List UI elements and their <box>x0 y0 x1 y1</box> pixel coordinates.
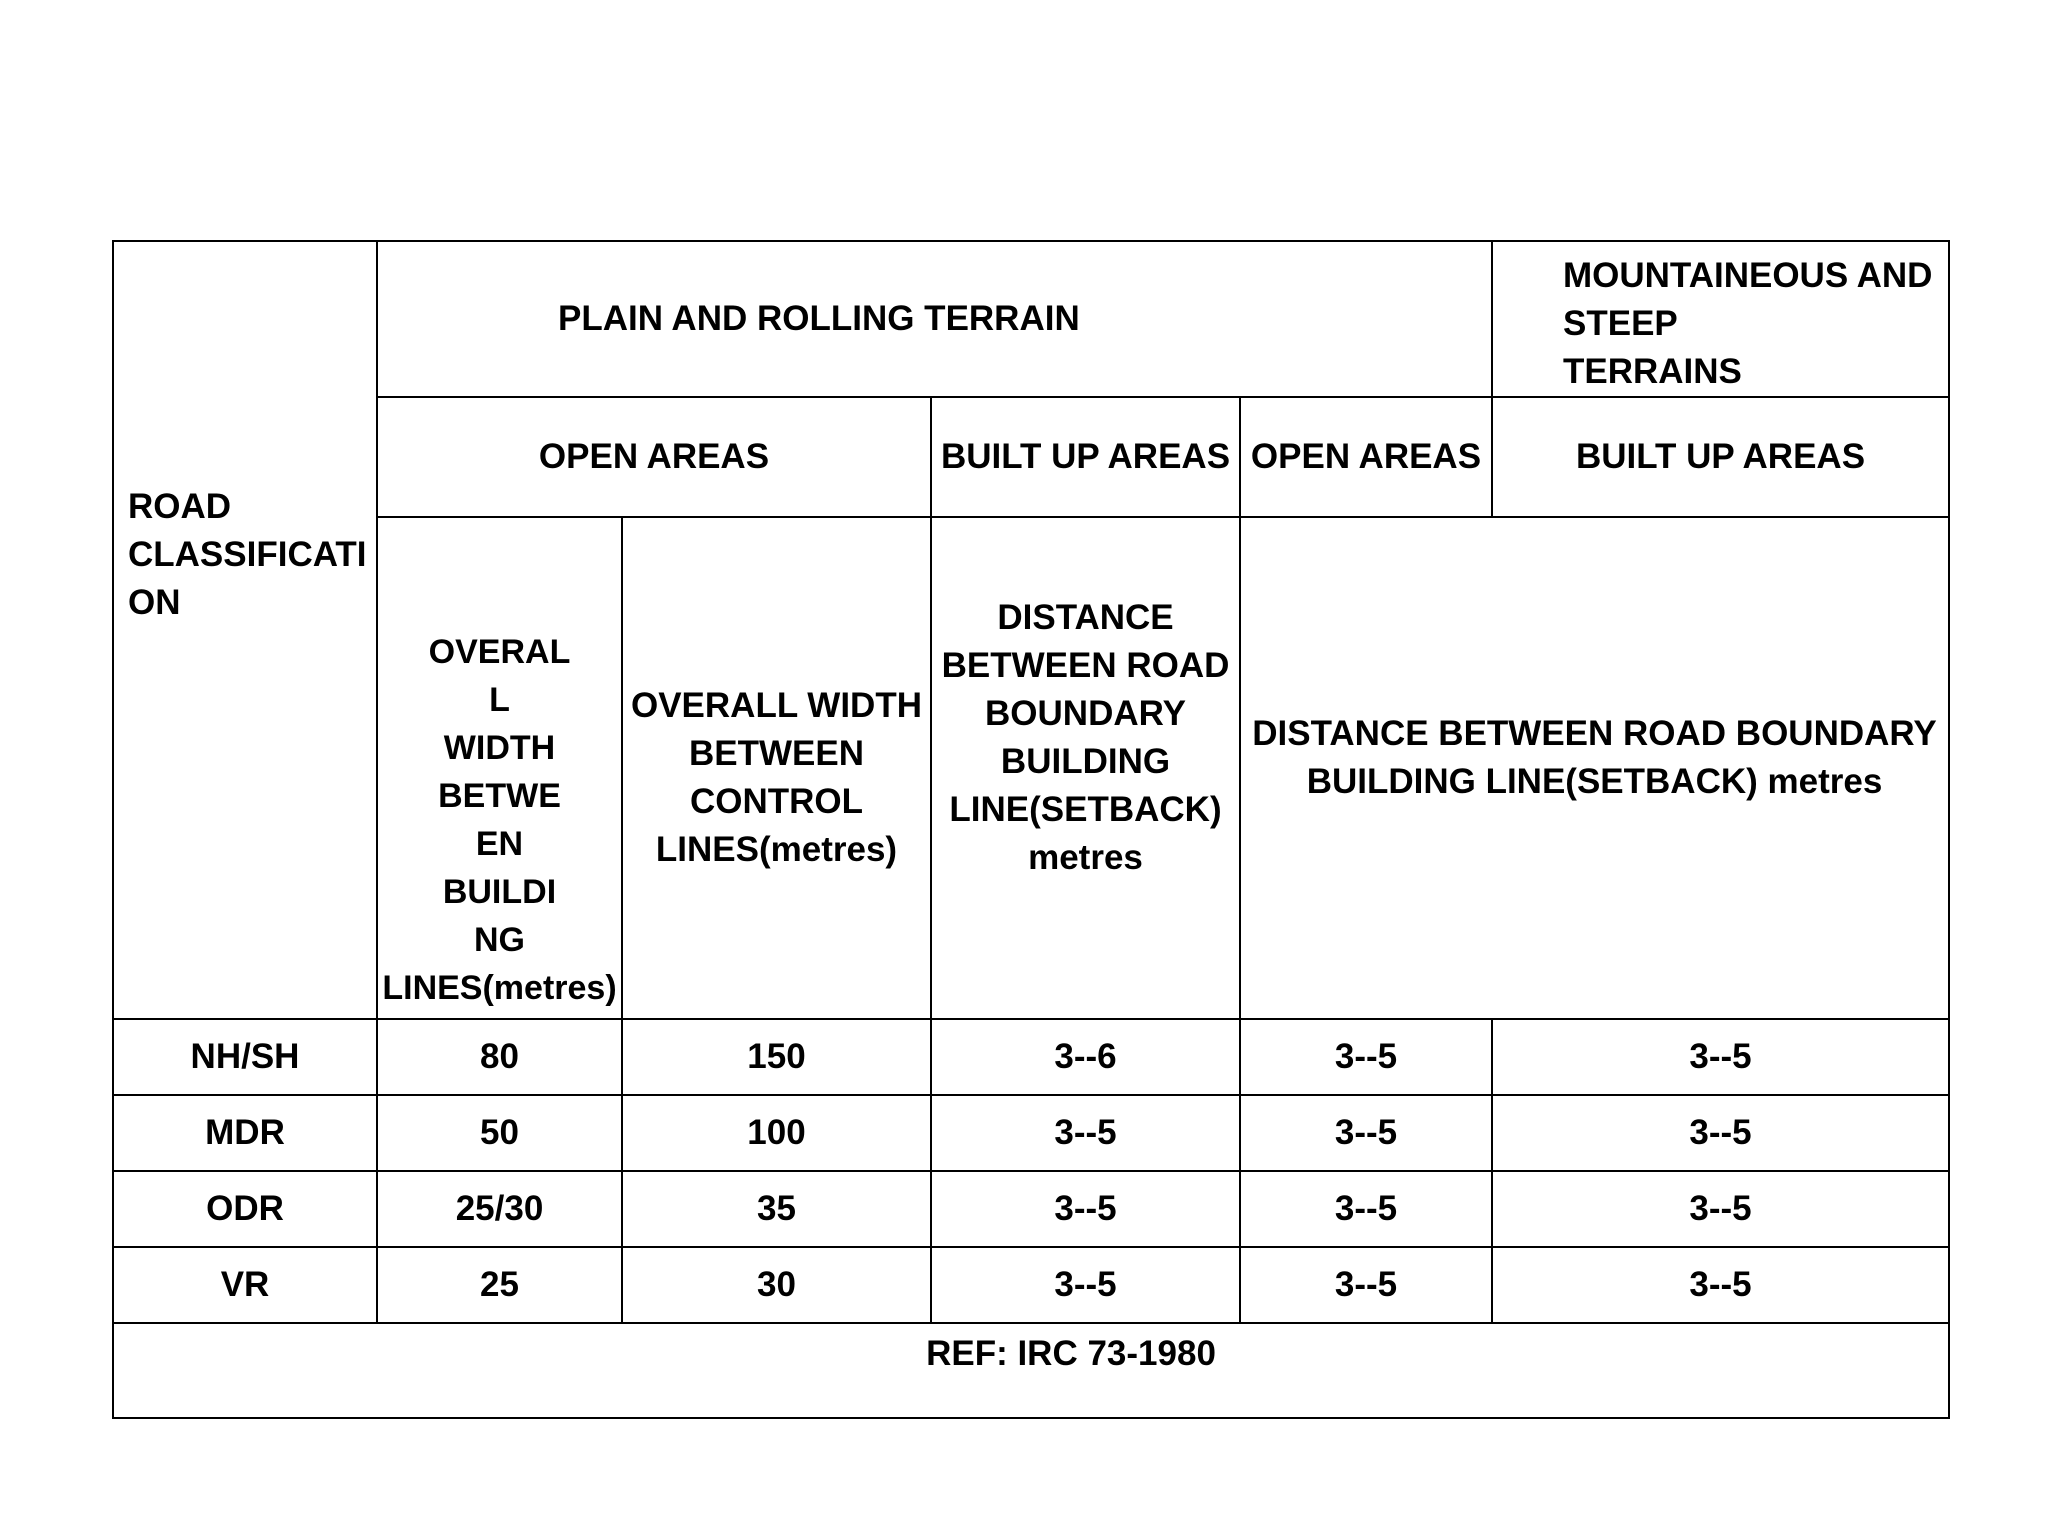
header-mount-open-areas: OPEN AREAS <box>1240 397 1492 517</box>
cell-overall-width-building: 80 <box>377 1019 622 1095</box>
header-plain-open-areas: OPEN AREAS <box>377 397 931 517</box>
cell-setback-plain-built-up: 3--6 <box>931 1019 1240 1095</box>
cell-setback-plain-built-up: 3--5 <box>931 1247 1240 1323</box>
header-mountainous-terrain <box>1492 241 1949 397</box>
cell-overall-width-control: 100 <box>622 1095 931 1171</box>
table-row <box>113 1171 1949 1247</box>
cell-setback-mount-built-up: 3--5 <box>1492 1171 1949 1247</box>
data-rows <box>113 1019 1949 1323</box>
reference-note: REF: IRC 73-1980 <box>113 1323 1949 1418</box>
road-classification-label: ROAD CLASSIFICATI ON <box>128 487 367 622</box>
header-distance-setback-mount: DISTANCE BETWEEN ROAD BOUNDARY BUILDING LINE(SETBACK) metres <box>1240 517 1949 1019</box>
cell-setback-mount-open: 3--5 <box>1240 1171 1492 1247</box>
header-road-classification <box>113 241 377 1019</box>
cell-overall-width-control: 150 <box>622 1019 931 1095</box>
header-overall-width-control-lines: OVERALL WIDTH BETWEEN CONTROL LINES(metres) <box>622 517 931 1019</box>
cell-setback-plain-built-up: 3--5 <box>931 1095 1240 1171</box>
cell-setback-mount-built-up: 3--5 <box>1492 1247 1949 1323</box>
cell-setback-mount-built-up: 3--5 <box>1492 1095 1949 1171</box>
cell-setback-mount-open: 3--5 <box>1240 1247 1492 1323</box>
table-row <box>113 1247 1949 1323</box>
header-mount-built-up-areas: BUILT UP AREAS <box>1492 397 1949 517</box>
cell-road-class: VR <box>113 1247 377 1323</box>
cell-road-class: MDR <box>113 1095 377 1171</box>
cell-setback-mount-open: 3--5 <box>1240 1019 1492 1095</box>
header-overall-width-building-lines: OVERAL L WIDTH BETWE EN BUILDI NG LINES(metres) <box>377 517 622 1019</box>
cell-overall-width-building: 50 <box>377 1095 622 1171</box>
mountainous-label: MOUNTAINEOUS AND STEEP TERRAINS <box>1563 256 1933 391</box>
header-distance-setback-plain: DISTANCE BETWEEN ROAD BOUNDARY BUILDING LINE(SETBACK) metres <box>931 517 1240 1019</box>
cell-setback-mount-open: 3--5 <box>1240 1095 1492 1171</box>
table-row <box>113 1095 1949 1171</box>
road-standards-table <box>112 240 1950 1419</box>
header-plain-rolling-terrain <box>377 241 1492 397</box>
cell-overall-width-control: 30 <box>622 1247 931 1323</box>
header-row-measures <box>113 517 1949 1019</box>
header-plain-built-up-areas: BUILT UP AREAS <box>931 397 1240 517</box>
cell-overall-width-control: 35 <box>622 1171 931 1247</box>
cell-setback-mount-built-up: 3--5 <box>1492 1019 1949 1095</box>
table-row <box>113 1019 1949 1095</box>
cell-setback-plain-built-up: 3--5 <box>931 1171 1240 1247</box>
header-row-areas <box>113 397 1949 517</box>
cell-overall-width-building: 25 <box>377 1247 622 1323</box>
header-row-terrain <box>113 241 1949 397</box>
reference-row <box>113 1323 1949 1418</box>
plain-rolling-label: PLAIN AND ROLLING TERRAIN <box>558 299 1080 338</box>
cell-road-class: ODR <box>113 1171 377 1247</box>
cell-road-class: NH/SH <box>113 1019 377 1095</box>
cell-overall-width-building: 25/30 <box>377 1171 622 1247</box>
